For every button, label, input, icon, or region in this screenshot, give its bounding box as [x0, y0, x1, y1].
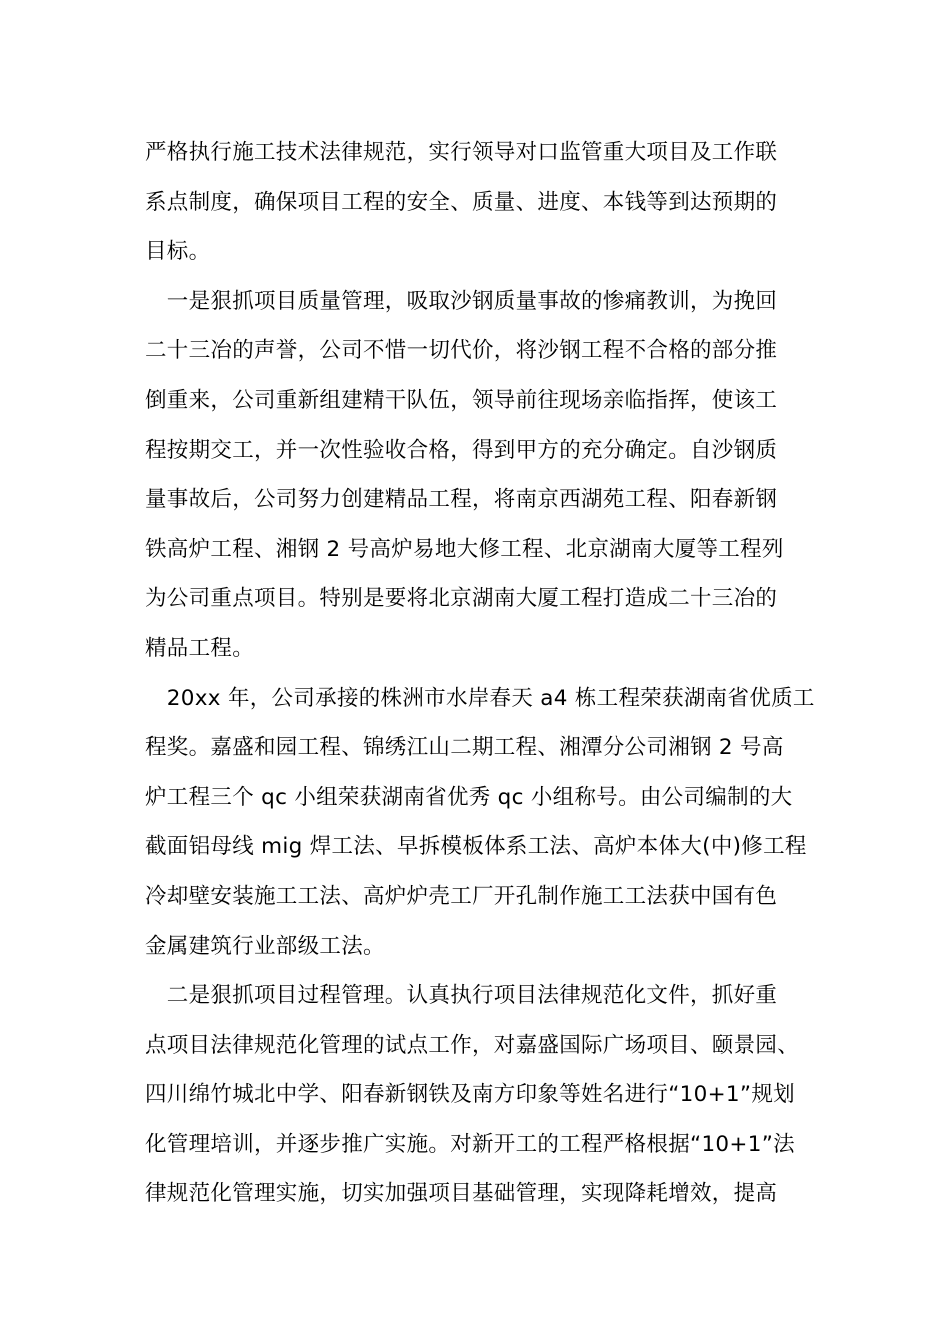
text-line: 20xx 年，公司承接的株洲市水岸春天 a4 栋工程荣获湖南省优质工 — [145, 685, 815, 711]
text-line: 四川绵竹城北中学、阳春新钢铁及南方印象等姓名进行“10+1”规划 — [145, 1082, 795, 1108]
text-line: 铁高炉工程、湘钢 2 号高炉易地大修工程、北京湖南大厦等工程列 — [145, 536, 784, 562]
text-line: 系点制度，确保项目工程的安全、质量、进度、本钱等到达预期的 — [145, 189, 778, 215]
text-line: 程奖。嘉盛和园工程、锦绣江山二期工程、湘潭分公司湘钢 2 号高 — [145, 735, 784, 761]
text-line: 程按期交工，并一次性验收合格，得到甲方的充分确定。自沙钢质 — [145, 437, 778, 463]
text-line: 金属建筑行业部级工法。 — [145, 933, 385, 959]
text-line: 量事故后，公司努力创建精品工程，将南京西湖苑工程、阳春新钢 — [145, 487, 778, 513]
text-line: 严格执行施工技术法律规范，实行领导对口监管重大项目及工作联 — [145, 140, 778, 165]
text-line: 精品工程。 — [145, 635, 255, 661]
text-line: 二十三冶的声誉，公司不惜一切代价，将沙钢工程不合格的部分推 — [145, 338, 778, 364]
text-line: 律规范化管理实施，切实加强项目基础管理，实现降耗增效，提高 — [145, 1181, 778, 1207]
text-line: 截面铝母线 mig 焊工法、早拆模板体系工法、高炉本体大(中)修工程 — [145, 834, 807, 860]
text-line: 炉工程三个 qc 小组荣获湖南省优秀 qc 小组称号。由公司编制的大 — [145, 784, 793, 810]
text-line: 二是狠抓项目过程管理。认真执行项目法律规范化文件，抓好重 — [145, 983, 778, 1009]
text-line: 目标。 — [145, 239, 211, 265]
text-line: 化管理培训，并逐步推广实施。对新开工的工程严格根据“10+1”法 — [145, 1131, 795, 1157]
text-line: 冷却壁安装施工工法、高炉炉壳工厂开孔制作施工工法获中国有色 — [145, 883, 778, 909]
text-line: 为公司重点项目。特别是要将北京湖南大厦工程打造成二十三冶的 — [145, 586, 778, 612]
text-line: 倒重来，公司重新组建精干队伍，领导前往现场亲临指挥，使该工 — [145, 387, 778, 413]
text-line: 一是狠抓项目质量管理，吸取沙钢质量事故的惨痛教训，为挽回 — [145, 288, 778, 314]
document-body — [145, 128, 835, 1219]
text-line: 点项目法律规范化管理的试点工作，对嘉盛国际广场项目、颐景园、 — [145, 1032, 800, 1058]
